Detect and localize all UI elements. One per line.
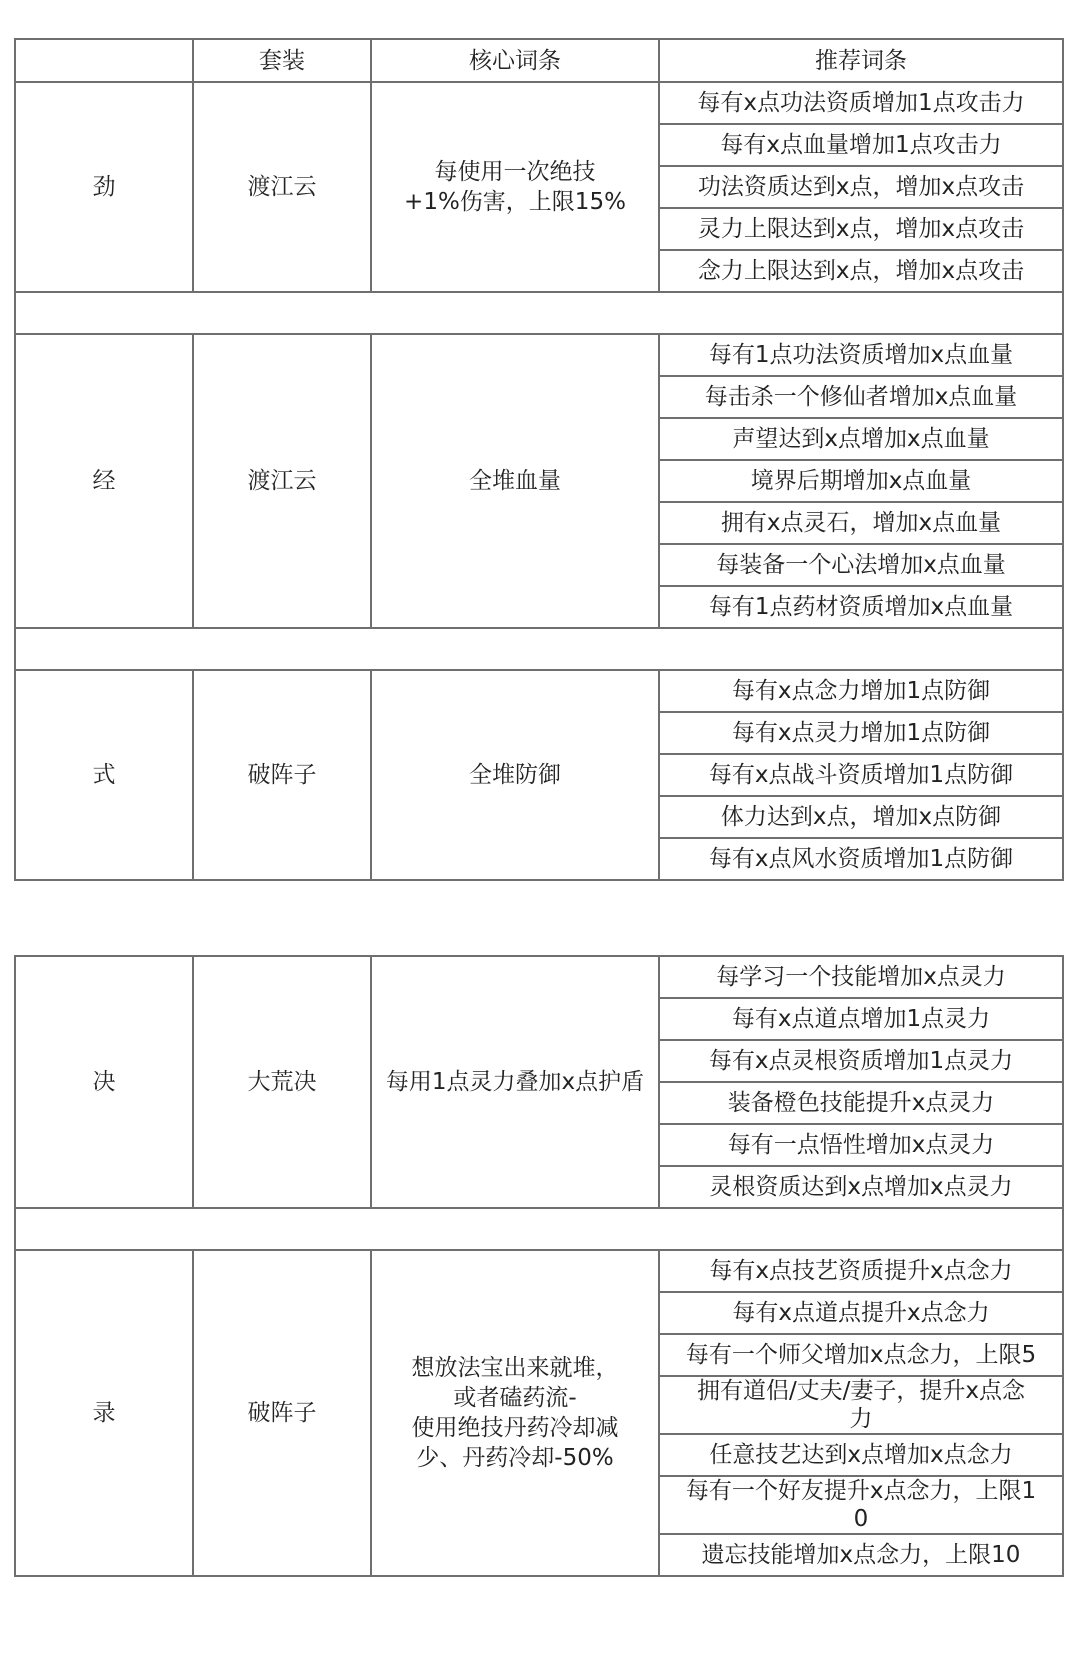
spacer-cell — [15, 292, 1063, 334]
rec-cell: 拥有道侣/丈夫/妻子，提升x点念 力 — [659, 1376, 1063, 1434]
spacer-cell — [15, 1208, 1063, 1250]
header-row — [15, 39, 1063, 82]
rec-cell: 每有一个师父增加x点念力，上限5 — [659, 1334, 1063, 1376]
group-core: 每使用一次绝技 +1%伤害，上限15% — [371, 82, 659, 292]
rec-cell: 每装备一个心法增加x点血量 — [659, 544, 1063, 586]
spacer-row — [15, 628, 1063, 670]
rec-cell: 每有一个好友提升x点念力，上限1 0 — [659, 1476, 1063, 1534]
rec-cell: 每有1点药材资质增加x点血量 — [659, 586, 1063, 628]
spacer-cell — [15, 628, 1063, 670]
rec-cell: 每有x点道点提升x点念力 — [659, 1292, 1063, 1334]
rec-cell: 念力上限达到x点，增加x点攻击 — [659, 250, 1063, 292]
group-name: 决 — [15, 956, 193, 1208]
group-set: 大荒决 — [193, 956, 371, 1208]
rec-cell: 每有x点功法资质增加1点攻击力 — [659, 82, 1063, 124]
group-name: 录 — [15, 1250, 193, 1576]
rec-cell: 体力达到x点，增加x点防御 — [659, 796, 1063, 838]
rec-cell: 遗忘技能增加x点念力，上限10 — [659, 1534, 1063, 1576]
group-core: 全堆防御 — [371, 670, 659, 880]
rec-cell: 每学习一个技能增加x点灵力 — [659, 956, 1063, 998]
table-row — [15, 1250, 1063, 1292]
table-row — [15, 334, 1063, 376]
rec-cell: 任意技艺达到x点增加x点念力 — [659, 1434, 1063, 1476]
group-set: 渡江云 — [193, 82, 371, 292]
equipment-table-bottom — [14, 955, 1064, 1577]
rec-cell: 境界后期增加x点血量 — [659, 460, 1063, 502]
rec-cell: 每击杀一个修仙者增加x点血量 — [659, 376, 1063, 418]
rec-cell: 每有x点技艺资质提升x点念力 — [659, 1250, 1063, 1292]
table-row — [15, 956, 1063, 998]
rec-cell: 每有x点血量增加1点攻击力 — [659, 124, 1063, 166]
group-set: 破阵子 — [193, 1250, 371, 1576]
group-core: 想放法宝出来就堆， 或者磕药流- 使用绝技丹药冷却减 少、丹药冷却-50% — [371, 1250, 659, 1576]
rec-cell: 每有1点功法资质增加x点血量 — [659, 334, 1063, 376]
rec-cell: 每有x点战斗资质增加1点防御 — [659, 754, 1063, 796]
header-recommended: 推荐词条 — [659, 39, 1063, 82]
rec-cell: 每有x点风水资质增加1点防御 — [659, 838, 1063, 880]
group-name: 劲 — [15, 82, 193, 292]
rec-cell: 声望达到x点增加x点血量 — [659, 418, 1063, 460]
group-core: 每用1点灵力叠加x点护盾 — [371, 956, 659, 1208]
group-name: 式 — [15, 670, 193, 880]
group-core: 全堆血量 — [371, 334, 659, 628]
rec-cell: 装备橙色技能提升x点灵力 — [659, 1082, 1063, 1124]
rec-cell: 每有一点悟性增加x点灵力 — [659, 1124, 1063, 1166]
spacer-row — [15, 292, 1063, 334]
rec-cell: 功法资质达到x点，增加x点攻击 — [659, 166, 1063, 208]
rec-cell: 每有x点道点增加1点灵力 — [659, 998, 1063, 1040]
group-name: 经 — [15, 334, 193, 628]
header-name — [15, 39, 193, 82]
equipment-table-top — [14, 38, 1064, 881]
group-set: 破阵子 — [193, 670, 371, 880]
rec-cell: 每有x点灵根资质增加1点灵力 — [659, 1040, 1063, 1082]
rec-cell: 每有x点灵力增加1点防御 — [659, 712, 1063, 754]
group-set: 渡江云 — [193, 334, 371, 628]
rec-cell: 拥有x点灵石，增加x点血量 — [659, 502, 1063, 544]
rec-cell: 灵力上限达到x点，增加x点攻击 — [659, 208, 1063, 250]
rec-cell: 灵根资质达到x点增加x点灵力 — [659, 1166, 1063, 1208]
table-row — [15, 670, 1063, 712]
spacer-row — [15, 1208, 1063, 1250]
header-set: 套装 — [193, 39, 371, 82]
table-row — [15, 82, 1063, 124]
header-core: 核心词条 — [371, 39, 659, 82]
rec-cell: 每有x点念力增加1点防御 — [659, 670, 1063, 712]
